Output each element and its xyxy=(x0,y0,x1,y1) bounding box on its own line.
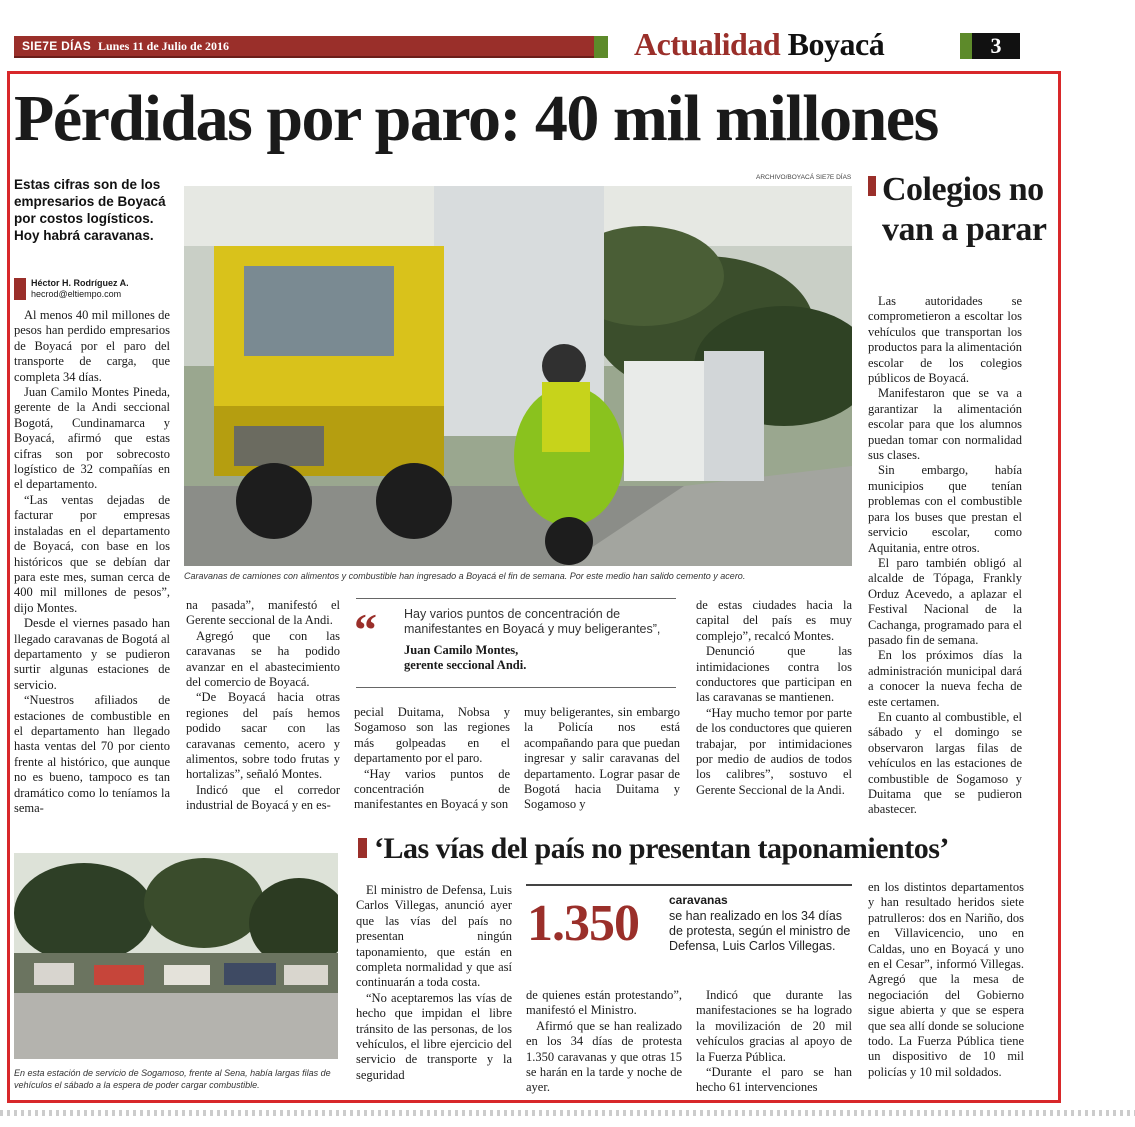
article-column-3 xyxy=(354,705,510,813)
paragraph: En cuanto al combustible, el sábado y el domingo se observaron largas filas de vehículos en las estaciones de combustible de Sogamoso y Duitama que se pudieron abastecer. xyxy=(868,709,1022,817)
paragraph: “Hay mucho temor por parte de los conductores que quieren trabajar, por intimidaciones por medio de audios de todos los calibres”, sostuvo el Gerente Seccional de la Andi. xyxy=(696,705,852,797)
paragraph: Agregó que con las caravanas se ha podido avanzar en el abastecimiento del comercio de Boyacá. xyxy=(186,628,340,690)
sidebar-column xyxy=(868,294,1022,818)
photo-caption: Caravanas de camiones con alimentos y combustible han ingresado a Boyacá el fin de semana. Por este medio han salido cemento y acero. xyxy=(184,571,746,581)
second-column-2 xyxy=(526,988,682,1096)
paragraph: Indicó que el corredor industrial de Boyacá y en es- xyxy=(186,782,340,813)
paragraph: muy beligerantes, sin embargo la Policía nos está acompañando para que puedan ingresar y salir caravanas del departamento. Lograr pasar de Bogotá hacia Duitama y Sogamoso y xyxy=(524,705,680,812)
photo-credit: ARCHIVO/BOYACÁ SIE7E DÍAS xyxy=(756,174,852,181)
paragraph: El paro también obligó al alcalde de Tópaga, Frankly Orduz Acevedo, a aplazar el Festival Nacional de la Cachanga, programado para el pasado fin de semana. xyxy=(868,555,1022,647)
paragraph: Afirmó que se han realizado en los 34 días de protesta 1.350 caravanas y que otras 15 se harán en la tarde y noche de ayer. xyxy=(526,1018,682,1095)
sidebar-title: Colegios no van a parar xyxy=(882,171,1047,248)
article-column-4 xyxy=(524,705,680,813)
second-title-marker xyxy=(358,838,367,858)
paragraph: Sin embargo, había municipios que tenían problemas con el combustible para los buses que prestan el servicio escolar, como Aquitania, entre otros. xyxy=(868,463,1022,555)
paragraph: Las autoridades se comprometieron a escoltar los vehículos que transportan los productos para la alimentación escolar de los colegios públicos de Boyacá. xyxy=(868,294,1022,386)
quote-author-name: Juan Camilo Montes, xyxy=(404,643,519,657)
paragraph: En los próximos días la administración municipal dará a conocer la nueva fecha de este certamen. xyxy=(868,648,1022,709)
sidebar-title-marker xyxy=(868,176,876,196)
article-column-2 xyxy=(186,598,340,814)
pull-quote-author xyxy=(404,643,674,673)
paragraph: “Durante el paro se han hecho 61 intervenciones xyxy=(696,1065,852,1095)
paragraph: “Las ventas dejadas de facturar por empresas instaladas en el departamento de Boyacá, con base en los históricos que se debían dar para este mes, suman cerca de 400 mil millones de pesos”, dijo Montes. xyxy=(14,492,170,615)
byline xyxy=(31,278,129,300)
second-column-4 xyxy=(868,880,1024,1080)
paragraph: “Hay varios puntos de concentración de manifestantes en Boyacá y son xyxy=(354,766,510,812)
article-headline: Pérdidas por paro: 40 mil millones xyxy=(14,82,938,155)
byline-marker xyxy=(14,278,26,300)
masthead-bar xyxy=(14,36,608,58)
quote-mark-icon: “ xyxy=(354,604,377,655)
paragraph: pecial Duitama, Nobsa y Sogamoso son las regiones más golpeadas en el departamento por el paro. xyxy=(354,705,510,766)
fact-label: caravanas xyxy=(669,893,728,907)
paragraph: de quienes están protestando”, manifestó el Ministro. xyxy=(526,988,682,1018)
second-column-3 xyxy=(696,988,852,1096)
trucks-convoy-photo xyxy=(184,186,852,566)
paragraph: Juan Camilo Montes Pineda, gerente de la Andi seccional Bogotá, Cundinamarca y Boyacá, afirmó que estas cifras son por sobrecosto logístico de 32 compañías en el departamento. xyxy=(14,385,170,492)
author-name: Héctor H. Rodríguez A. xyxy=(31,278,129,288)
section-name-a: Actualidad xyxy=(634,26,781,62)
pull-quote-text: Hay varios puntos de concentración de manifestantes en Boyacá y muy beligerantes”, xyxy=(404,607,661,636)
paragraph: “Nuestros afiliados de estaciones de combustible en el departamento han llegado hasta ventas del 70 por ciento frente al histórico, que aunque no es bueno, tampoco es tan dramático como lo teníamos la sema- xyxy=(14,693,170,815)
paragraph: Desde el viernes pasado han llegado caravanas de Bogotá al departamento y se pudieron surtir algunas estaciones de servicio. xyxy=(14,616,170,692)
paragraph: Al menos 40 mil millones de pesos han perdido empresarios de Boyacá por el paro del transporte de carga, que completa 34 días. xyxy=(14,308,170,384)
trucks-convoy-illustration xyxy=(184,186,852,566)
issue-date: Lunes 11 de Julio de 2016 xyxy=(98,39,230,53)
second-photo-caption: En esta estación de servicio de Sogamoso, frente al Sena, había largas filas de vehículos el sábado a la espera de poder cargar combustible. xyxy=(14,1068,331,1090)
article-column-1 xyxy=(14,308,170,816)
section-title xyxy=(634,26,884,63)
masthead-accent xyxy=(594,36,608,58)
paragraph: Denunció que las intimidaciones contra los conductores que participan en las caravanas se mantienen. xyxy=(696,644,852,705)
article-deck: Estas cifras son de los empresarios de Boyacá por costos logísticos. Hoy habrá caravanas. xyxy=(14,177,166,243)
gas-station-photo xyxy=(14,853,338,1059)
author-email: hecrod@eltiempo.com xyxy=(31,289,122,299)
paragraph: El ministro de Defensa, Luis Carlos Villegas, anunció ayer que las vías del país no presentan ningún taponamiento, que están en completa normalidad y que así continuarán a toda costa. xyxy=(356,883,512,990)
paper-name: SIE7E DÍAS xyxy=(22,39,92,53)
fact-text: se han realizado en los 34 días de protesta, según el ministro de Defensa, Luis Carlos Villegas. xyxy=(669,909,851,953)
paragraph: Manifestaron que se va a garantizar la alimentación escolar para que los alumnos puedan tomar con normalidad sus clases. xyxy=(868,386,1022,463)
page-number: 3 xyxy=(960,33,1020,59)
paragraph: Indicó que durante las manifestaciones se ha logrado la movilización de 20 mil vehículos gracias al apoyo de la Fuerza Pública. xyxy=(696,988,852,1064)
paragraph: “No aceptaremos las vías de hecho que impidan el libre tránsito de las personas, de los vehículos, el libre ejercicio del servicio de transporte y la seguridad xyxy=(356,990,512,1082)
quote-author-role: gerente seccional Andi. xyxy=(404,658,527,672)
second-headline: ‘Las vías del país no presentan taponamientos’ xyxy=(374,832,949,865)
paragraph: en los distintos departamentos y han resultado heridos siete patrulleros: dos en Nariño, dos en Villavicencio, uno en Caldas, uno en Boyacá y uno en el Cesar”, informó Villegas. Agregó que la mesa de negociación del Gobierno sigue abierta y que se espera que sea allí donde se solucione todo. La Fuerza Pública tiene un dispositivo de 10 mil policías y 10 mil soldados. xyxy=(868,880,1024,1079)
second-column-1 xyxy=(356,883,512,1083)
fact-box-rule xyxy=(526,884,852,886)
scan-edge xyxy=(0,1110,1135,1116)
article-column-5 xyxy=(696,598,852,798)
paragraph: “De Boyacá hacia otras regiones del país hemos podido sacar con las caravanas cemento, acero y alimentos, sobre todo frutas y hortalizas”, señaló Montes. xyxy=(186,690,340,782)
gas-station-illustration xyxy=(14,853,338,1059)
paragraph: na pasada”, manifestó el Gerente seccional de la Andi. xyxy=(186,598,340,628)
paragraph: de estas ciudades hacia la capital del país es muy complejo”, recalcó Montes. xyxy=(696,598,852,643)
fact-number: 1.350 xyxy=(527,895,639,952)
section-name-b: Boyacá xyxy=(787,26,885,62)
